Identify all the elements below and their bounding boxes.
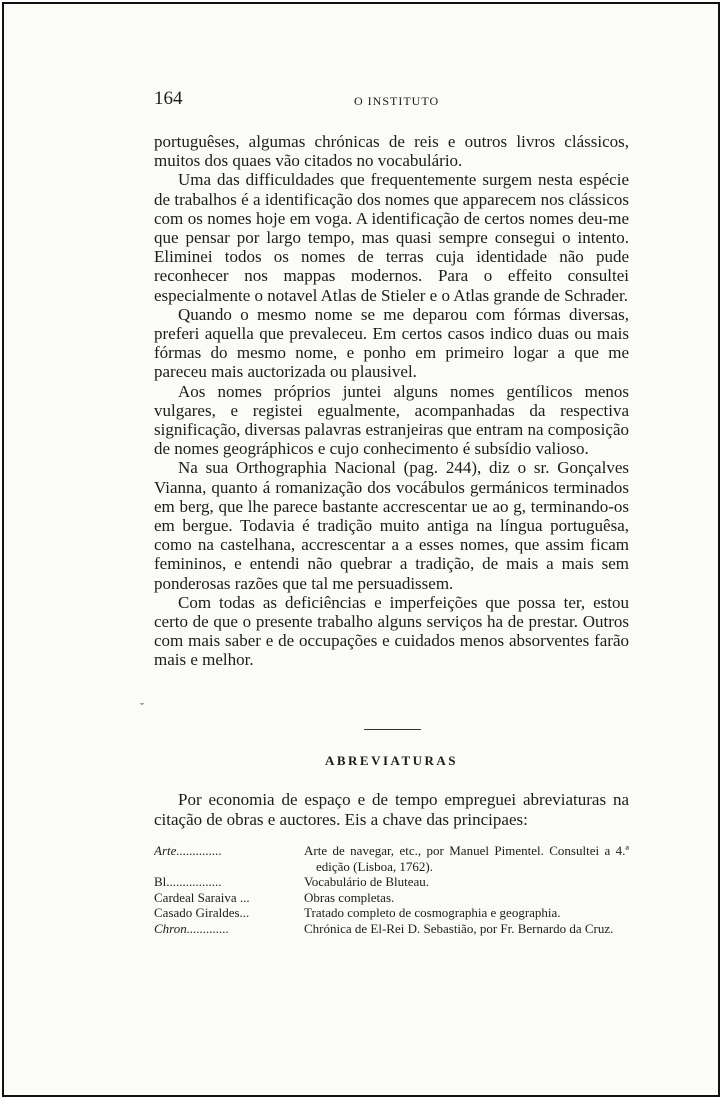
paragraph: Na sua Orthographia Nacional (pag. 244), diz o sr. Gonçalves Vianna, quanto á romanização dos vocábulos germánicos terminados em berg, que lhe parece bastante accrescentar ue ao g, terminando-os em bergue. Todavia é tradição muito antiga na língua portuguêsa, como na castelhana, accrescentar a a esses nomes, que assim ficam femininos, e entendi não quebrar a tradição, de mais a mais sem ponderosas razões que tal me persuadissem. [154, 458, 629, 593]
book-page [2, 2, 720, 1097]
abbreviation-term: Casado Giraldes... [154, 905, 250, 920]
paragraph: Quando o mesmo nome se me deparou com fórmas diversas, preferi aquella que prevaleceu. Em certos casos indico duas ou mais fórmas do mesmo nome, e ponho em primeiro logar a que me pareceu mais auctorizada ou plausivel. [154, 304, 629, 382]
paragraph: Aos nomes próprios juntei alguns nomes gentílicos menos vulgares, e registei egualmente, acompanhadas da respectiva significação, diversas palavras estranjeiras que entram na composição de nomes geográphicos e cujo conhecimento é subsídio valioso. [154, 381, 629, 459]
section-heading: ABREVIATURAS [324, 753, 459, 768]
paragraph: Com todas as deficiências e imperfeições que possa ter, estou certo de que o presente trabalho alguns serviços ha de prestar. Outros com mais saber e de occupações e cuidados menos absorventes farão mais e melhor. [154, 592, 629, 670]
abbreviation-description: Chrónica de El-Rei D. Sebastião, por Fr. Bernardo da Cruz. [304, 920, 614, 936]
section-divider [364, 729, 421, 730]
list-item [154, 874, 629, 890]
intro-paragraph: Por economia de espaço e de tempo empreguei abreviaturas na citação de obras e auctores. Eis a chave das principaes: [154, 790, 629, 829]
list-item [154, 843, 629, 874]
abbreviations-intro [154, 790, 629, 830]
paragraph: portuguêses, algumas chrónicas de reis e outros livros clássicos, muitos dos quaes vão citados no vocabulário. [154, 132, 629, 171]
abbreviation-term: Cardeal Saraiva ... [154, 889, 250, 905]
abbreviation-description: Vocabulário de Bluteau. [304, 874, 430, 889]
page-number: 164 [154, 88, 183, 109]
margin-mark: ˘ [140, 700, 144, 714]
list-item [154, 905, 629, 921]
body-text [154, 132, 629, 670]
running-title: O INSTITUTO [354, 94, 440, 108]
paragraph: Uma das difficuldades que frequentemente surgem nesta espécie de trabalhos é a identificação dos nomes que apparecem nos clássicos com os nomes hoje em voga. A identificação de certos nomes deu-me que pensar por largo tempo, mas quasi sempre consegui o intento. Eliminei todos os nomes de terras cuja identidade não pude reconhecer nos mappas modernos. Para o effeito consultei especialmente o notavel Atlas de Stieler e o Atlas grande de Schrader. [154, 170, 629, 305]
abbreviation-term: Bl................. [154, 874, 222, 889]
list-item [154, 921, 629, 937]
page-header [154, 86, 624, 116]
abbreviation-description: Obras completas. [304, 889, 395, 905]
abbreviation-description: Tratado completo de cosmographia e geographia. [304, 905, 561, 920]
list-item [154, 890, 629, 906]
abbreviation-term: Arte.............. [154, 843, 222, 858]
abbreviation-list [154, 843, 629, 936]
abbreviation-description: Arte de navegar, etc., por Manuel Pimentel. Consultei a 4.ª edição (Lisboa, 1762). [304, 843, 629, 874]
abbreviation-term: Chron............. [154, 920, 229, 936]
